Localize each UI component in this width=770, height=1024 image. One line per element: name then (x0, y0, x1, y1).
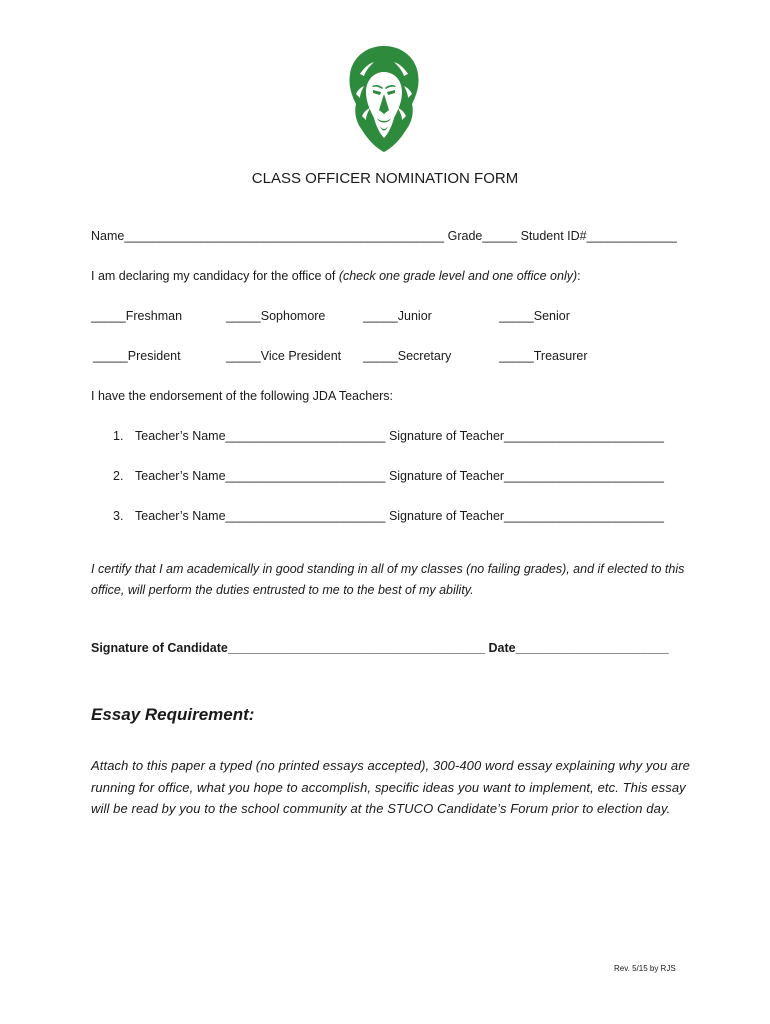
teacher-number: 1. (113, 429, 124, 443)
teacher-signature-field[interactable]: Signature of Teacher_______________________ (388, 469, 664, 483)
teacher-signature-field[interactable]: Signature of Teacher_______________________ (388, 509, 664, 523)
candidate-signature-line[interactable]: Signature of Candidate_____________________________________ Date______________________ (91, 641, 669, 655)
certification-statement: I certify that I am academically in good standing in all of my classes (no failing grades), and if elected to this office, will perform the duties entrusted to me to the best of my ability. (91, 562, 685, 597)
form-title: CLASS OFFICER NOMINATION FORM (251, 170, 519, 187)
option-freshman[interactable]: _____Freshman (91, 309, 183, 323)
option-treasurer[interactable]: _____Treasurer (499, 349, 588, 363)
declaring-text: I am declaring my candidacy for the office of (91, 269, 339, 283)
revision-note: Rev. 5/15 by RJS (614, 964, 676, 973)
teacher-name-field[interactable]: Teacher’s Name_______________________ (135, 429, 386, 443)
declaring-end: : (577, 269, 581, 283)
teacher-number: 3. (113, 509, 124, 523)
lion-head-icon (346, 44, 422, 154)
option-senior[interactable]: _____Senior (499, 309, 570, 323)
teacher-signature-field[interactable]: Signature of Teacher_______________________ (388, 429, 664, 443)
option-sophomore[interactable]: _____Sophomore (226, 309, 326, 323)
teacher-number: 2. (113, 469, 124, 483)
teacher-name-field[interactable]: Teacher’s Name_______________________ (135, 469, 386, 483)
teacher-name-field[interactable]: Teacher’s Name_______________________ (135, 509, 386, 523)
teacher-row (113, 429, 664, 443)
essay-heading: Essay Requirement: (91, 705, 255, 724)
endorsement-intro: I have the endorsement of the following JDA Teachers: (91, 389, 394, 403)
option-president[interactable]: _____President (93, 349, 181, 363)
declaring-statement (91, 269, 581, 283)
teacher-row (113, 509, 664, 523)
name-grade-id-line[interactable]: Name______________________________________________ Grade_____ Student ID#_____________ (91, 229, 677, 243)
teacher-row (113, 469, 664, 483)
option-secretary[interactable]: _____Secretary (363, 349, 452, 363)
essay-instructions: Attach to this paper a typed (no printed essays accepted), 300-400 word essay explaining why you are running for office, what you hope to accomplish, specific ideas you want to implement, etc. This essay will be read by you to the school community at the STUCO Candidate’s Forum prior to election day. (91, 758, 690, 816)
option-vice-president[interactable]: _____Vice President (226, 349, 342, 363)
option-junior[interactable]: _____Junior (363, 309, 432, 323)
declaring-instruction: (check one grade level and one office only) (338, 269, 578, 283)
